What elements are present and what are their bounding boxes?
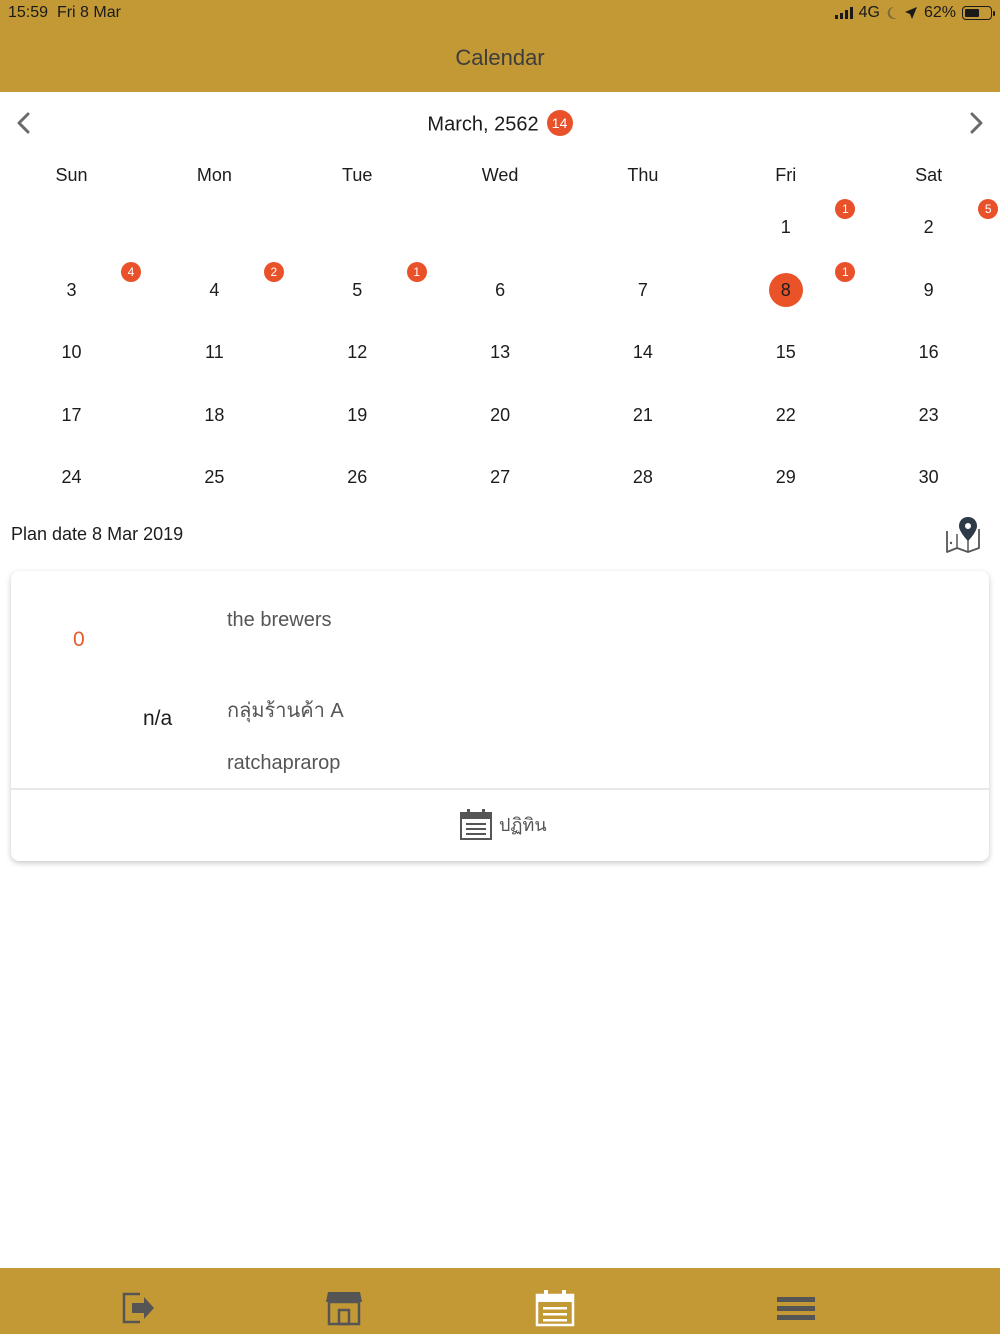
day-number: 12 [347, 342, 368, 362]
store-area: ratchaprarop [227, 752, 341, 774]
day-number: 22 [775, 404, 796, 425]
weekday-mon: Mon [196, 165, 232, 185]
signal-icon [835, 7, 853, 19]
calendar-action-label: ปฏิทิน [499, 814, 547, 835]
calendar-day-14[interactable] [571, 320, 714, 382]
calendar-day-4[interactable] [143, 258, 286, 320]
calendar-icon [459, 807, 493, 841]
day-number: 5 [352, 279, 363, 300]
calendar-day-15[interactable] [714, 320, 857, 382]
calendar-day-12[interactable] [286, 320, 429, 382]
weekday-sat: Sat [915, 165, 943, 185]
status-time [8, 4, 121, 22]
weekday-header [0, 165, 1000, 189]
location-arrow-icon [904, 6, 918, 20]
day-number: 29 [775, 467, 796, 487]
calendar-day-13[interactable] [429, 320, 572, 382]
store-name: the brewers [227, 609, 332, 631]
month-label: March, 2562 [427, 113, 539, 136]
day-number: 11 [205, 342, 224, 362]
map-pin-icon[interactable] [944, 515, 982, 555]
day-count-badge: 2 [264, 262, 284, 282]
day-number: 8 [769, 273, 803, 307]
calendar-day-25[interactable] [143, 445, 286, 507]
day-number: 28 [632, 467, 653, 487]
day-count-badge: 1 [835, 262, 855, 282]
calendar-day-28[interactable] [571, 445, 714, 507]
status-date: Fri 8 Mar [56, 4, 121, 21]
day-number: 24 [61, 467, 82, 487]
calendar-day-24[interactable] [0, 445, 143, 507]
moon-icon [886, 6, 898, 20]
status-indicators [835, 4, 992, 22]
day-count-badge: 5 [978, 199, 998, 219]
day-number: 7 [637, 279, 648, 300]
day-number: 3 [66, 279, 77, 300]
month-title [0, 112, 1000, 138]
plan-card[interactable] [11, 571, 989, 861]
calendar-day-18[interactable] [143, 383, 286, 445]
battery-icon [962, 6, 992, 20]
calendar-day-29[interactable] [714, 445, 857, 507]
weekday-sun: Sun [55, 165, 88, 185]
weekday-wed: Wed [481, 165, 519, 185]
day-number: 18 [204, 404, 225, 425]
day-number: 15 [775, 342, 796, 362]
page-title: Calendar [455, 45, 545, 70]
visit-status: n/a [143, 707, 173, 730]
day-number: 4 [209, 279, 220, 300]
calendar-day-19[interactable] [286, 383, 429, 445]
day-number: 23 [918, 404, 939, 425]
day-number: 30 [918, 467, 939, 487]
day-count-badge: 4 [121, 262, 141, 282]
day-number: 16 [918, 342, 939, 362]
day-number: 17 [61, 404, 82, 425]
card-divider [11, 788, 989, 790]
day-number: 1 [780, 217, 791, 237]
calendar-action-button[interactable] [459, 807, 547, 841]
chevron-right-icon[interactable] [963, 110, 989, 136]
store-icon[interactable] [324, 1288, 364, 1328]
day-number: 9 [923, 279, 934, 300]
day-number: 26 [347, 467, 368, 487]
calendar-day-27[interactable] [429, 445, 572, 507]
day-number: 19 [347, 404, 368, 425]
calendar-day-20[interactable] [429, 383, 572, 445]
calendar-icon[interactable] [535, 1288, 575, 1328]
calendar-day-9[interactable] [857, 258, 1000, 320]
day-number: 2 [923, 217, 934, 237]
network-label: 4G [858, 4, 880, 21]
calendar-day-7[interactable] [571, 258, 714, 320]
calendar-grid [0, 195, 1000, 510]
calendar-day-16[interactable] [857, 320, 1000, 382]
calendar-day-8[interactable] [714, 258, 857, 320]
calendar-day-23[interactable] [857, 383, 1000, 445]
day-number: 21 [632, 404, 653, 425]
month-count-badge: 14 [547, 110, 573, 136]
status-clock: 15:59 [8, 4, 49, 21]
weekday-fri: Fri [775, 165, 797, 185]
calendar-day-21[interactable] [571, 383, 714, 445]
plan-date-label: Plan date 8 Mar 2019 [11, 524, 184, 544]
weekday-thu: Thu [627, 165, 659, 185]
bottom-nav [0, 1268, 1000, 1334]
day-count-badge: 1 [407, 262, 427, 282]
menu-icon[interactable] [776, 1288, 816, 1328]
day-number: 6 [495, 279, 506, 300]
calendar-day-6[interactable] [429, 258, 572, 320]
day-number: 14 [632, 342, 653, 362]
day-number: 25 [204, 467, 225, 487]
calendar-day-3[interactable] [0, 258, 143, 320]
calendar-day-5[interactable] [286, 258, 429, 320]
top-bar [0, 0, 1000, 92]
calendar-day-17[interactable] [0, 383, 143, 445]
battery-percent: 62% [923, 4, 956, 21]
visit-count: 0 [73, 628, 85, 651]
calendar-day-10[interactable] [0, 320, 143, 382]
calendar-day-30[interactable] [857, 445, 1000, 507]
calendar-day-22[interactable] [714, 383, 857, 445]
battery-fill [965, 9, 979, 17]
day-number: 20 [490, 404, 511, 425]
calendar-day-11[interactable] [143, 320, 286, 382]
weekday-tue: Tue [342, 165, 373, 185]
store-group: กลุ่มร้านค้า A [227, 700, 344, 722]
logout-icon[interactable] [118, 1288, 158, 1328]
calendar-day-1[interactable] [714, 195, 857, 257]
calendar-day-26[interactable] [286, 445, 429, 507]
day-number: 27 [490, 467, 511, 487]
day-count-badge: 1 [835, 199, 855, 219]
day-number: 10 [61, 342, 82, 362]
day-number: 13 [490, 342, 511, 362]
calendar-day-2[interactable] [857, 195, 1000, 257]
